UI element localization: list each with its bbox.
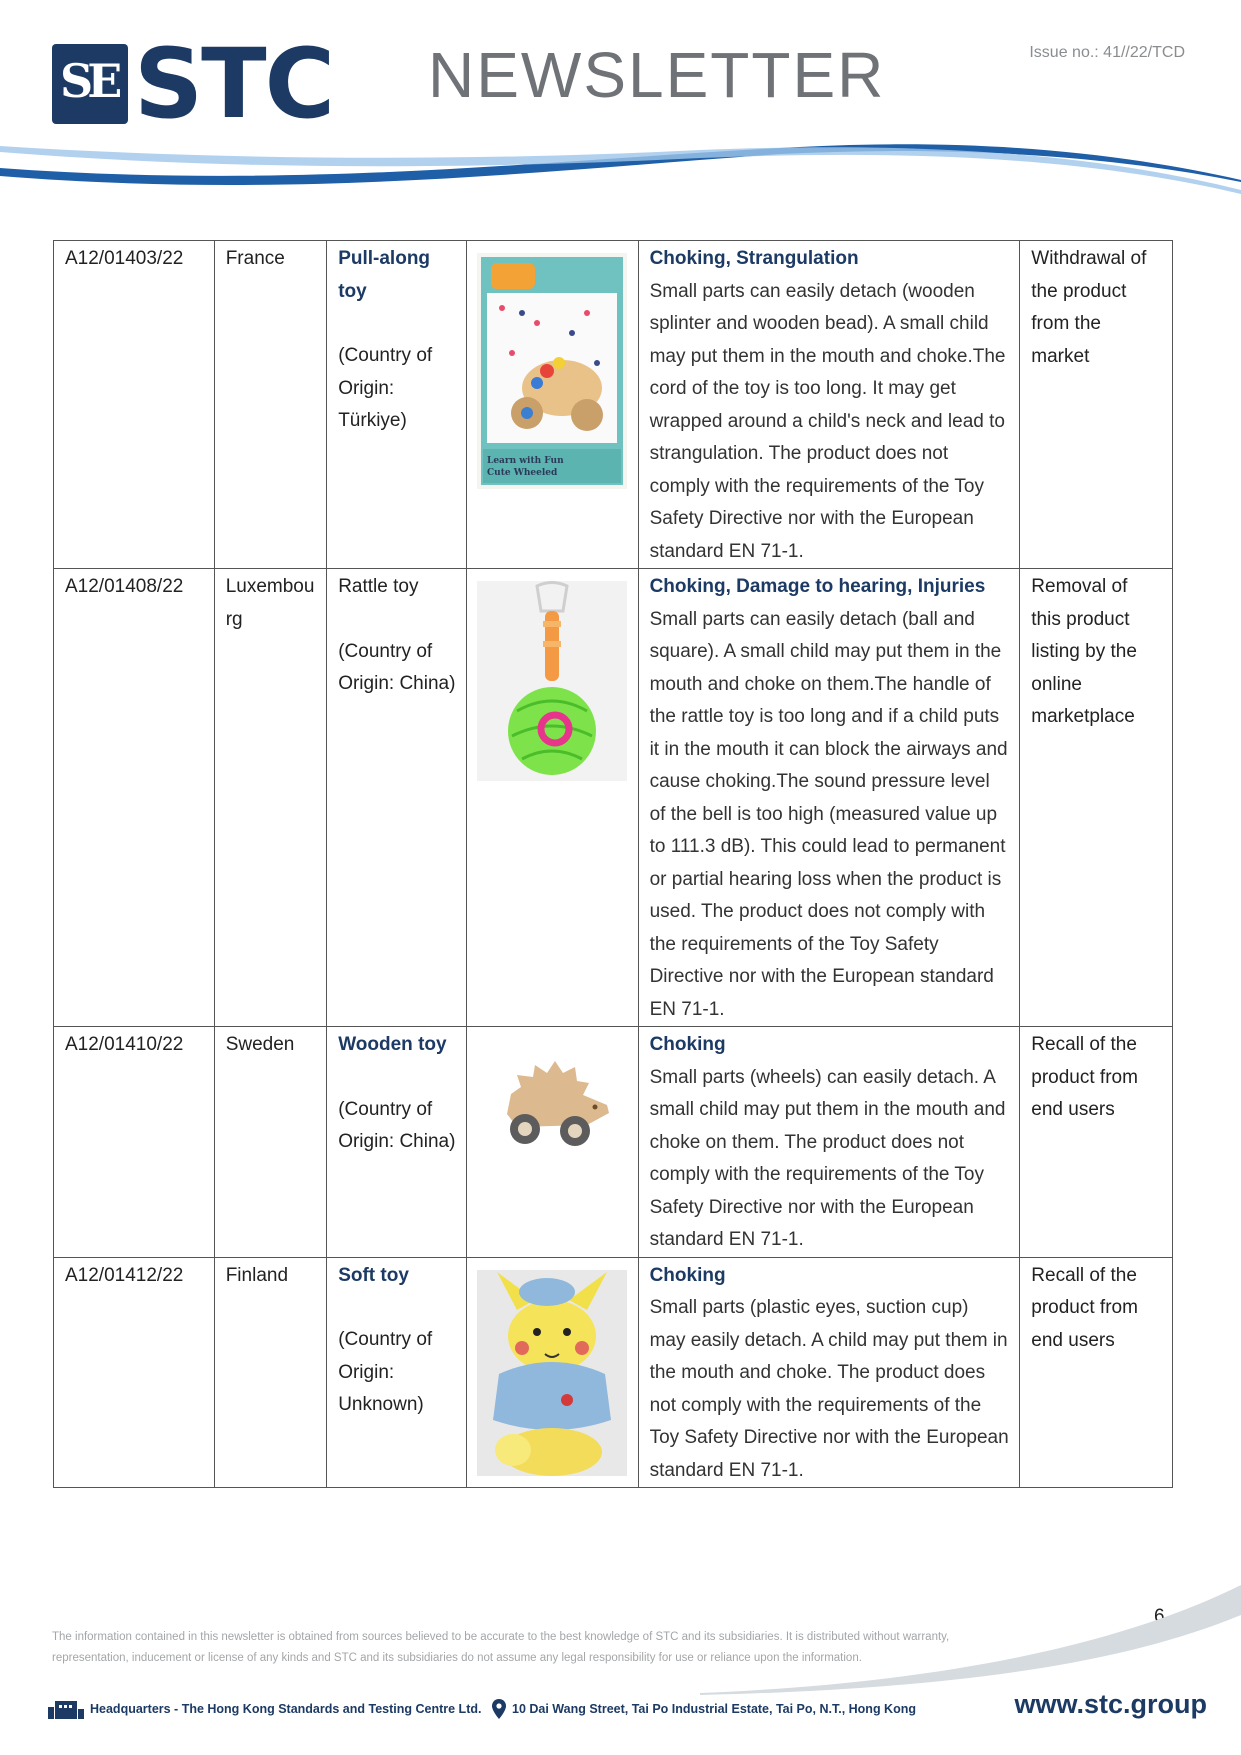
hazard-type: Choking (649, 1264, 726, 1286)
measures-taken: Withdrawal of the product from the market (1020, 241, 1173, 569)
header-wave-decoration (0, 120, 1241, 200)
recall-row (54, 241, 1173, 569)
soft-toy-photo (477, 1270, 628, 1488)
recall-row (54, 1027, 1173, 1258)
disclaimer-text: The information contained in this newsletter is obtained from sources believed to be accurate to the best knowledge of STC and its subsidiaries. It is distributed without warranty, representation, inducement or license of any kinds and STC and its subsidiaries do not assume any legal responsibility for use or reliance upon the information. (52, 1631, 950, 1664)
country-of-origin: (Country of Origin: Unknown) (338, 1329, 433, 1415)
product-cell (327, 569, 467, 1027)
building-icon (48, 1699, 84, 1719)
measures-taken: Recall of the product from end users (1020, 1027, 1173, 1258)
hazard-cell (638, 1257, 1020, 1488)
reference-number: A12/01403/22 (54, 241, 215, 569)
country-of-origin: (Country of Origin: Türkiye) (338, 345, 433, 431)
hazard-description: Small parts (plastic eyes, suction cup) may easily detach. A child may put them in the mouth and choke. The product does not comply with the requirements of the Toy Safety Directive nor with the European standard EN 71-1. (649, 1297, 1009, 1481)
issue-number: Issue no.: 41//22/TCD (1029, 44, 1185, 61)
rattle-toy-photo (477, 581, 628, 793)
wooden-hedgehog-toy-photo (477, 1039, 628, 1181)
product-name: Soft toy (338, 1264, 409, 1286)
stc-logo (52, 28, 334, 140)
hazard-cell (638, 241, 1020, 569)
reference-number: A12/01408/22 (54, 569, 215, 1027)
footer-address (492, 1699, 916, 1719)
recall-row (54, 1257, 1173, 1488)
hazard-type: Choking (649, 1034, 726, 1055)
product-cell (327, 241, 467, 569)
pull-along-toy-photo (477, 253, 628, 501)
notifying-country: Finland (214, 1257, 327, 1488)
product-name: Wooden toy (338, 1034, 447, 1055)
product-photo-cell (466, 1257, 638, 1488)
newsletter-title: NEWSLETTER (428, 39, 886, 111)
reference-number: A12/01412/22 (54, 1257, 215, 1488)
measures-taken: Recall of the product from end users (1020, 1257, 1173, 1488)
page-number: 6 (1154, 1606, 1165, 1627)
recall-table (53, 240, 1173, 1488)
hazard-type: Choking, Damage to hearing, Injuries (649, 576, 986, 597)
product-photo-cell (466, 241, 638, 569)
stc-logo-glyph: SE (60, 54, 117, 108)
product-photo-cell (466, 569, 638, 1027)
stc-logo-text: STC (134, 28, 334, 140)
footer-headquarters (48, 1699, 481, 1719)
hazard-description: Small parts can easily detach (ball and square). A small child may put them in the mouth and choke on them.The handle of the rattle toy is too long and if a child puts it in the mouth it can block the airways and cause choking.The sound pressure level of the bell is too high (measured value up to 111.3 dB). This could lead to permanent or partial hearing loss when the product is used. The product does not comply with the requirements of the Toy Safety Directive nor with the European standard EN 71-1. (649, 608, 1008, 1020)
notifying-country: Luxembourg (214, 569, 327, 1027)
page-header (0, 0, 1241, 200)
hazard-type: Choking, Strangulation (649, 248, 859, 269)
recall-row (54, 569, 1173, 1027)
page-footer (48, 1689, 1207, 1725)
measures-taken: Removal of this product listing by the online marketplace (1020, 569, 1173, 1027)
notifying-country: France (214, 241, 327, 569)
reference-number: A12/01410/22 (54, 1027, 215, 1258)
product-cell (327, 1257, 467, 1488)
product-cell (327, 1027, 467, 1258)
hazard-cell (638, 569, 1020, 1027)
address-text: 10 Dai Wang Street, Tai Po Industrial Estate, Tai Po, N.T., Hong Kong (512, 1702, 916, 1716)
website-link[interactable]: www.stc.group (1014, 1689, 1207, 1719)
hazard-cell (638, 1027, 1020, 1258)
location-pin-icon (492, 1699, 506, 1719)
hazard-description: Small parts can easily detach (wooden splinter and wooden bead). A small child may put them in the mouth and choke.The cord of the toy is too long. It may get wrapped around a child's neck and lead to strangulation. The product does not comply with the requirements of the Toy Safety Directive nor with the European standard EN 71-1. (649, 280, 1006, 562)
product-name: Pull-along toy (338, 248, 431, 302)
svg-text:Learn with Fun: Learn with Fun (486, 456, 564, 466)
notifying-country: Sweden (214, 1027, 327, 1258)
hazard-description: Small parts (wheels) can easily detach. A small child may put them in the mouth and choke on them. The product does not comply with the requirements of the Toy Safety Directive nor with the European standard EN 71-1. (649, 1066, 1006, 1250)
country-of-origin: (Country of Origin: China) (338, 640, 456, 694)
headquarters-label: Headquarters - The Hong Kong Standards and Testing Centre Ltd. (90, 1702, 482, 1716)
stc-logo-mark (52, 44, 128, 124)
svg-text:Cute Wheeled: Cute Wheeled (486, 468, 558, 478)
product-photo-cell (466, 1027, 638, 1258)
country-of-origin: (Country of Origin: China) (338, 1098, 456, 1152)
product-name: Rattle toy (338, 576, 419, 597)
